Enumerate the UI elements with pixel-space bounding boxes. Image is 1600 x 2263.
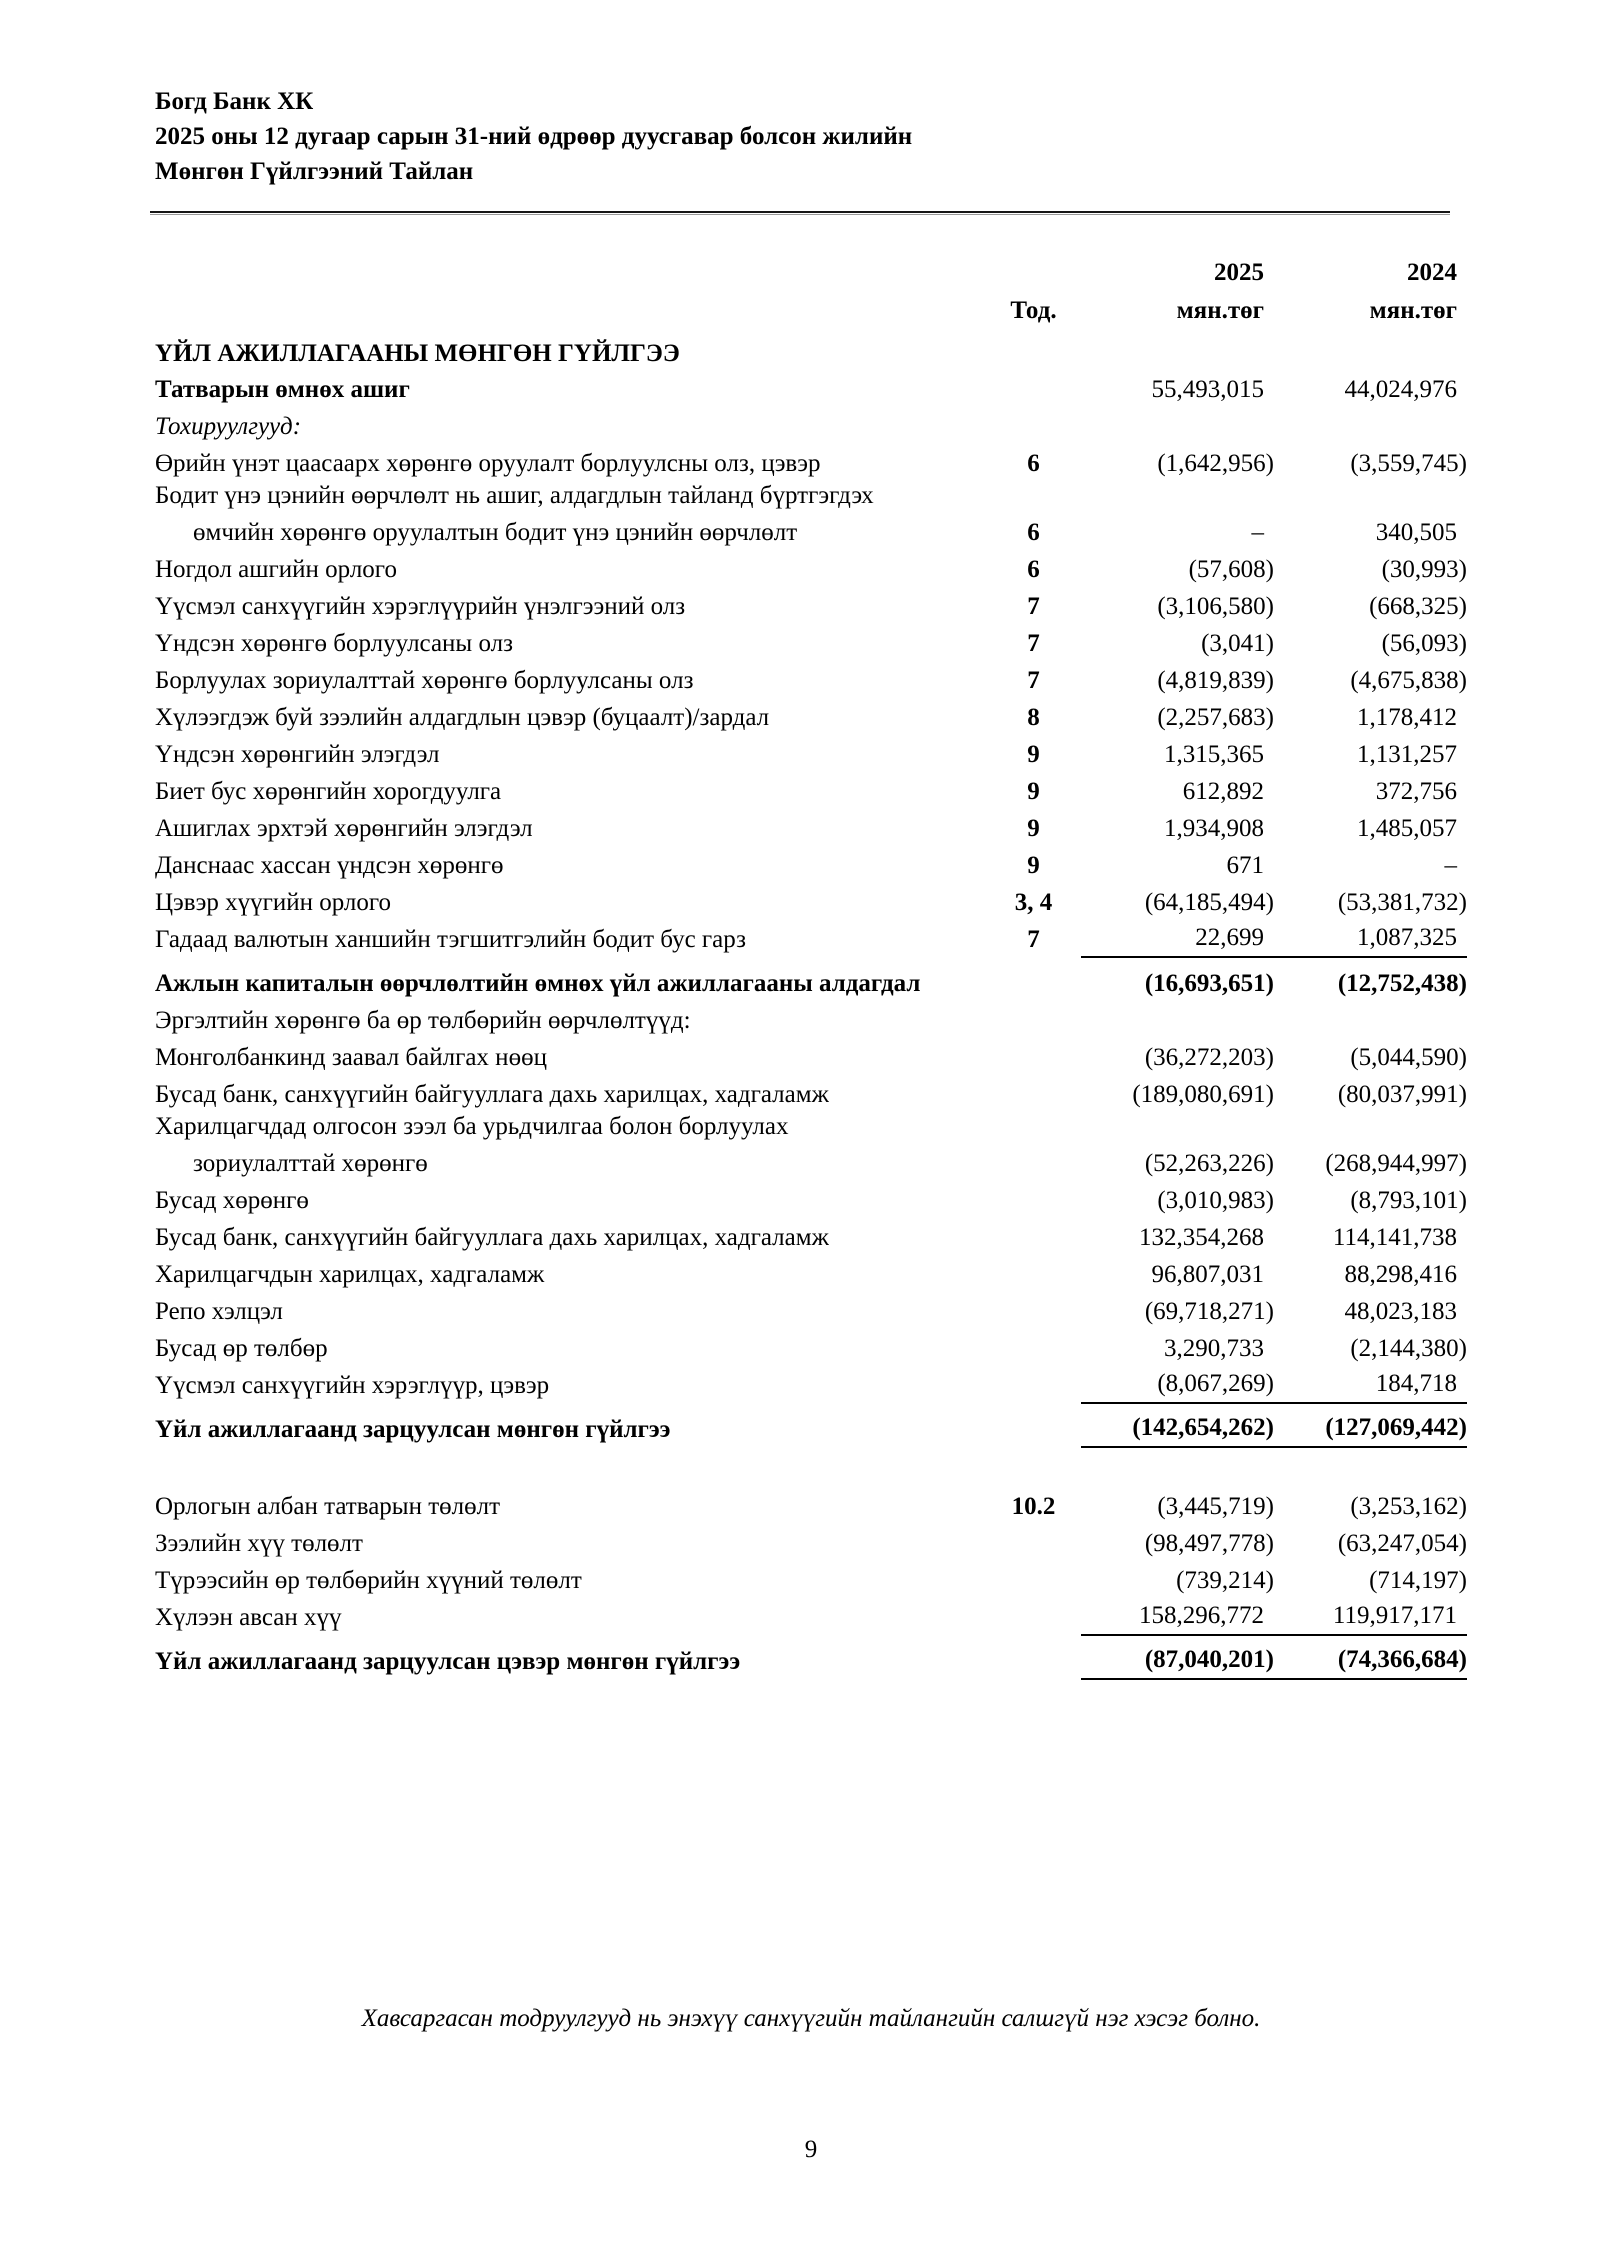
value-2025: (87,040,201) (1081, 1646, 1274, 1680)
value-2025: 158,296,772 (1081, 1602, 1274, 1636)
value-2025: 22,699 (1081, 924, 1274, 958)
value-2025: 1,315,365 (1164, 741, 1264, 768)
row-label: Хүлээн авсан хүү (155, 1604, 342, 1631)
row-label: Бусад хөрөнгө (155, 1187, 309, 1214)
note-ref: 9 (1027, 815, 1040, 842)
note-ref (986, 997, 1081, 1002)
statement-rows (155, 371, 1467, 1680)
note-ref: 7 (1027, 926, 1040, 953)
unit-2024-header: мян.төг (1369, 297, 1457, 324)
value-2024: (80,037,991) (1337, 1081, 1467, 1108)
table-row (155, 921, 1467, 958)
row-label: Ашиглах эрхтэй хөрөнгийн элэгдэл (155, 815, 533, 842)
value-2025: 132,354,268 (1139, 1224, 1264, 1251)
row-label: Түрээсийн өр төлбөрийн хүүний төлөлт (155, 1567, 582, 1594)
value-2024: (56,093) (1381, 630, 1467, 657)
value-2025: (3,106,580) (1157, 593, 1274, 620)
row-label: Бусад өр төлбөр (155, 1335, 328, 1362)
year-2025-header: 2025 (1214, 259, 1264, 286)
row-label: Бусад банк, санхүүгийн байгууллага дахь харилцах, хадгаламж (155, 1081, 829, 1108)
table-row (155, 1488, 1467, 1525)
note-ref (986, 1557, 1081, 1562)
row-label: Үүсмэл санхүүгийн хэрэглүүр, цэвэр (155, 1372, 550, 1399)
value-2025: 55,493,015 (1151, 376, 1264, 403)
note-ref: 8 (1027, 704, 1040, 731)
value-2025 (1081, 1034, 1274, 1039)
value-2024: 372,756 (1375, 778, 1457, 805)
row-label: Репо хэлцэл (155, 1298, 283, 1325)
table-row (155, 1219, 1467, 1256)
value-2025: (36,272,203) (1144, 1044, 1274, 1071)
table-row (155, 1113, 1467, 1182)
value-2025: (16,693,651) (1144, 970, 1274, 997)
company-name: Богд Банк ХК (155, 88, 314, 115)
table-row (155, 408, 1467, 445)
row-label: Эргэлтийн хөрөнгө ба өр төлбөрийн өөрчлөлтүүд: (155, 1007, 691, 1034)
note-ref: 10.2 (1011, 1493, 1056, 1520)
row-label: Харилцагчдын харилцах, хадгаламж (155, 1261, 545, 1288)
row-label: Данснаас хассан үндсэн хөрөнгө (155, 852, 504, 879)
value-2025: 612,892 (1182, 778, 1264, 805)
note-ref: 7 (1027, 593, 1040, 620)
note-ref: 7 (1027, 630, 1040, 657)
value-2024: (127,069,442) (1274, 1414, 1467, 1448)
section-title: ҮЙЛ АЖИЛЛАГААНЫ МӨНГӨН ГҮЙЛГЭЭ (155, 340, 680, 367)
value-2025: (52,263,226) (1144, 1150, 1274, 1177)
note-ref (986, 1034, 1081, 1039)
value-2025 (1081, 440, 1274, 445)
row-label: Цэвэр хүүгийн орлого (155, 889, 391, 916)
table-row (155, 482, 1467, 551)
note-ref: 9 (1027, 741, 1040, 768)
value-2025: (1,642,956) (1157, 450, 1274, 477)
page-number: 9 (804, 2136, 818, 2163)
note-ref: 6 (1027, 556, 1040, 583)
row-label: Орлогын албан татварын төлөлт (155, 1493, 501, 1520)
footnote: Хавсаргасан тодруулгууд нь энэхүү санхүүгийн тайлангийн салшгүй нэг хэсэг болно. (361, 2005, 1261, 2032)
value-2024: (63,247,054) (1337, 1530, 1467, 1557)
row-label: Үүсмэл санхүүгийн хэрэглүүрийн үнэлгээний олз (155, 593, 686, 620)
note-ref (986, 1251, 1081, 1256)
note-ref (986, 1288, 1081, 1293)
value-2024: 114,141,738 (1332, 1224, 1457, 1251)
row-label: Үйл ажиллагаанд зарцуулсан мөнгөн гүйлгээ (155, 1416, 671, 1443)
value-2025: 1,934,908 (1164, 815, 1264, 842)
value-2024: 184,718 (1274, 1370, 1467, 1404)
value-2025: 96,807,031 (1151, 1261, 1264, 1288)
value-2025: (3,041) (1201, 630, 1274, 657)
table-row (155, 588, 1467, 625)
table-row (155, 1002, 1467, 1039)
value-2024: 48,023,183 (1344, 1298, 1457, 1325)
table-row (155, 1293, 1467, 1330)
row-label: Татварын өмнөх ашиг (155, 376, 410, 403)
value-2024 (1274, 440, 1467, 445)
value-2024: 1,485,057 (1357, 815, 1457, 842)
note-ref (986, 1631, 1081, 1636)
note-ref: 9 (1027, 852, 1040, 879)
value-2024: 1,178,412 (1357, 704, 1457, 731)
header-rule (150, 211, 1450, 215)
table-row (155, 445, 1467, 482)
value-2024: 340,505 (1375, 519, 1457, 546)
statement-title: Мөнгөн Гүйлгээний Тайлан (155, 158, 474, 185)
table-row (155, 1599, 1467, 1636)
value-2024: (5,044,590) (1350, 1044, 1467, 1071)
value-2024: (30,993) (1381, 556, 1467, 583)
value-2024: (2,144,380) (1350, 1335, 1467, 1362)
value-2025: 3,290,733 (1164, 1335, 1264, 1362)
section-gap (155, 1448, 1467, 1488)
value-2025: 671 (1226, 852, 1264, 879)
table-row (155, 551, 1467, 588)
table-row (155, 1643, 1467, 1680)
row-label: Ажлын капиталын өөрчлөлтийн өмнөх үйл ажиллагааны алдагдал (155, 970, 921, 997)
year-header-row (155, 253, 1467, 291)
value-2024: (53,381,732) (1337, 889, 1467, 916)
table-row (155, 1039, 1467, 1076)
note-ref: 3, 4 (1014, 889, 1053, 916)
page-content (155, 0, 1467, 2164)
table-row (155, 1562, 1467, 1599)
table-row (155, 965, 1467, 1002)
row-label: Борлуулах зориулалттай хөрөнгө борлуулсаны олз (155, 667, 694, 694)
row-label: Монголбанкинд заавал байлгах нөөц (155, 1044, 547, 1071)
document-header (155, 0, 1467, 189)
row-label: Биет бус хөрөнгийн хорогдуулга (155, 778, 502, 805)
value-2024: (714,197) (1369, 1567, 1467, 1594)
table-row (155, 1330, 1467, 1367)
table-row (155, 371, 1467, 408)
table-row (155, 1525, 1467, 1562)
note-ref: 9 (1027, 778, 1040, 805)
row-label: Зээлийн хүү төлөлт (155, 1530, 363, 1557)
table-row (155, 884, 1467, 921)
table-row (155, 1367, 1467, 1404)
row-label: Харилцагчдад олгосон зээл ба урьдчилгаа болон борлуулах зориулалттай хөрөнгө (155, 1113, 789, 1177)
unit-header-row (155, 291, 1467, 329)
table-row (155, 1076, 1467, 1113)
table-row (155, 699, 1467, 736)
note-ref (986, 1214, 1081, 1219)
row-label: Хүлээгдэж буй зээлийн алдагдлын цэвэр (буцаалт)/зардал (155, 704, 770, 731)
value-2024: (12,752,438) (1337, 970, 1467, 997)
value-2025: (2,257,683) (1157, 704, 1274, 731)
value-2024: 119,917,171 (1274, 1602, 1467, 1636)
value-2024: (668,325) (1369, 593, 1467, 620)
value-2025: (64,185,494) (1144, 889, 1274, 916)
row-label: Бусад банк, санхүүгийн байгууллага дахь харилцах, хадгаламж (155, 1224, 829, 1251)
note-ref: 6 (1027, 450, 1040, 477)
table-row (155, 847, 1467, 884)
table-row (155, 810, 1467, 847)
note-column-header: Тод. (1010, 297, 1057, 324)
table-row (155, 1182, 1467, 1219)
value-2025: (57,608) (1188, 556, 1274, 583)
table-row (155, 662, 1467, 699)
value-2024: 1,087,325 (1274, 924, 1467, 958)
note-ref (986, 1108, 1081, 1113)
note-ref (986, 1675, 1081, 1680)
row-label: Ногдол ашгийн орлого (155, 556, 397, 583)
row-label: Тохируулгууд: (155, 413, 302, 440)
row-label: Үйл ажиллагаанд зарцуулсан цэвэр мөнгөн гүйлгээ (155, 1648, 741, 1675)
note-ref (986, 1071, 1081, 1076)
period-line: 2025 оны 12 дугаар сарын 31-ний өдрөөр дуусгавар болсон жилийн (155, 123, 913, 150)
value-2024 (1274, 1034, 1467, 1039)
note-ref (986, 1594, 1081, 1599)
value-2024: 1,131,257 (1357, 741, 1457, 768)
table-row (155, 1411, 1467, 1448)
value-2025: (69,718,271) (1144, 1298, 1274, 1325)
table-row (155, 773, 1467, 810)
value-2025: (98,497,778) (1144, 1530, 1274, 1557)
row-label: Өрийн үнэт цаасаарх хөрөнгө оруулалт борлуулсны олз, цэвэр (155, 450, 821, 477)
value-2024: 44,024,976 (1344, 376, 1457, 403)
note-ref (986, 1362, 1081, 1367)
value-2025: (739,214) (1176, 1567, 1274, 1594)
value-2024: 88,298,416 (1344, 1261, 1457, 1288)
value-2024: (268,944,997) (1325, 1150, 1467, 1177)
row-label: Үндсэн хөрөнгийн элэгдэл (155, 741, 440, 768)
note-ref (986, 1325, 1081, 1330)
year-header-note-gap (986, 286, 1081, 291)
note-ref (986, 403, 1081, 408)
value-2024: (3,559,745) (1350, 450, 1467, 477)
value-2025: (4,819,839) (1157, 667, 1274, 694)
value-2025: (3,010,983) (1157, 1187, 1274, 1214)
note-ref (986, 1399, 1081, 1404)
value-2024: (4,675,838) (1350, 667, 1467, 694)
value-2025: (142,654,262) (1081, 1414, 1274, 1448)
value-2024: (8,793,101) (1350, 1187, 1467, 1214)
value-2025: – (1251, 519, 1264, 546)
value-2024: (3,253,162) (1350, 1493, 1467, 1520)
table-row (155, 1256, 1467, 1293)
note-ref: 6 (1027, 519, 1040, 546)
row-label: Гадаад валютын ханшийн тэгшитгэлийн бодит бус гарз (155, 926, 746, 953)
note-ref: 7 (1027, 667, 1040, 694)
row-label: Бодит үнэ цэнийн өөрчлөлт нь ашиг, алдагдлын тайланд бүртгэгдэх өмчийн хөрөнгө оруулалтын бодит үнэ цэнийн өөрчлөлт (155, 482, 874, 546)
value-2025: (3,445,719) (1157, 1493, 1274, 1520)
value-2024: (74,366,684) (1274, 1646, 1467, 1680)
note-ref (986, 1177, 1081, 1182)
table-row (155, 736, 1467, 773)
value-2024: – (1444, 852, 1457, 879)
note-ref (986, 440, 1081, 445)
year-2024-header: 2024 (1407, 259, 1457, 286)
note-ref (986, 1443, 1081, 1448)
unit-2025-header: мян.төг (1176, 297, 1264, 324)
row-label: Үндсэн хөрөнгө борлуулсаны олз (155, 630, 513, 657)
table-row (155, 625, 1467, 662)
value-2025: (8,067,269) (1081, 1370, 1274, 1404)
value-2025: (189,080,691) (1132, 1081, 1274, 1108)
